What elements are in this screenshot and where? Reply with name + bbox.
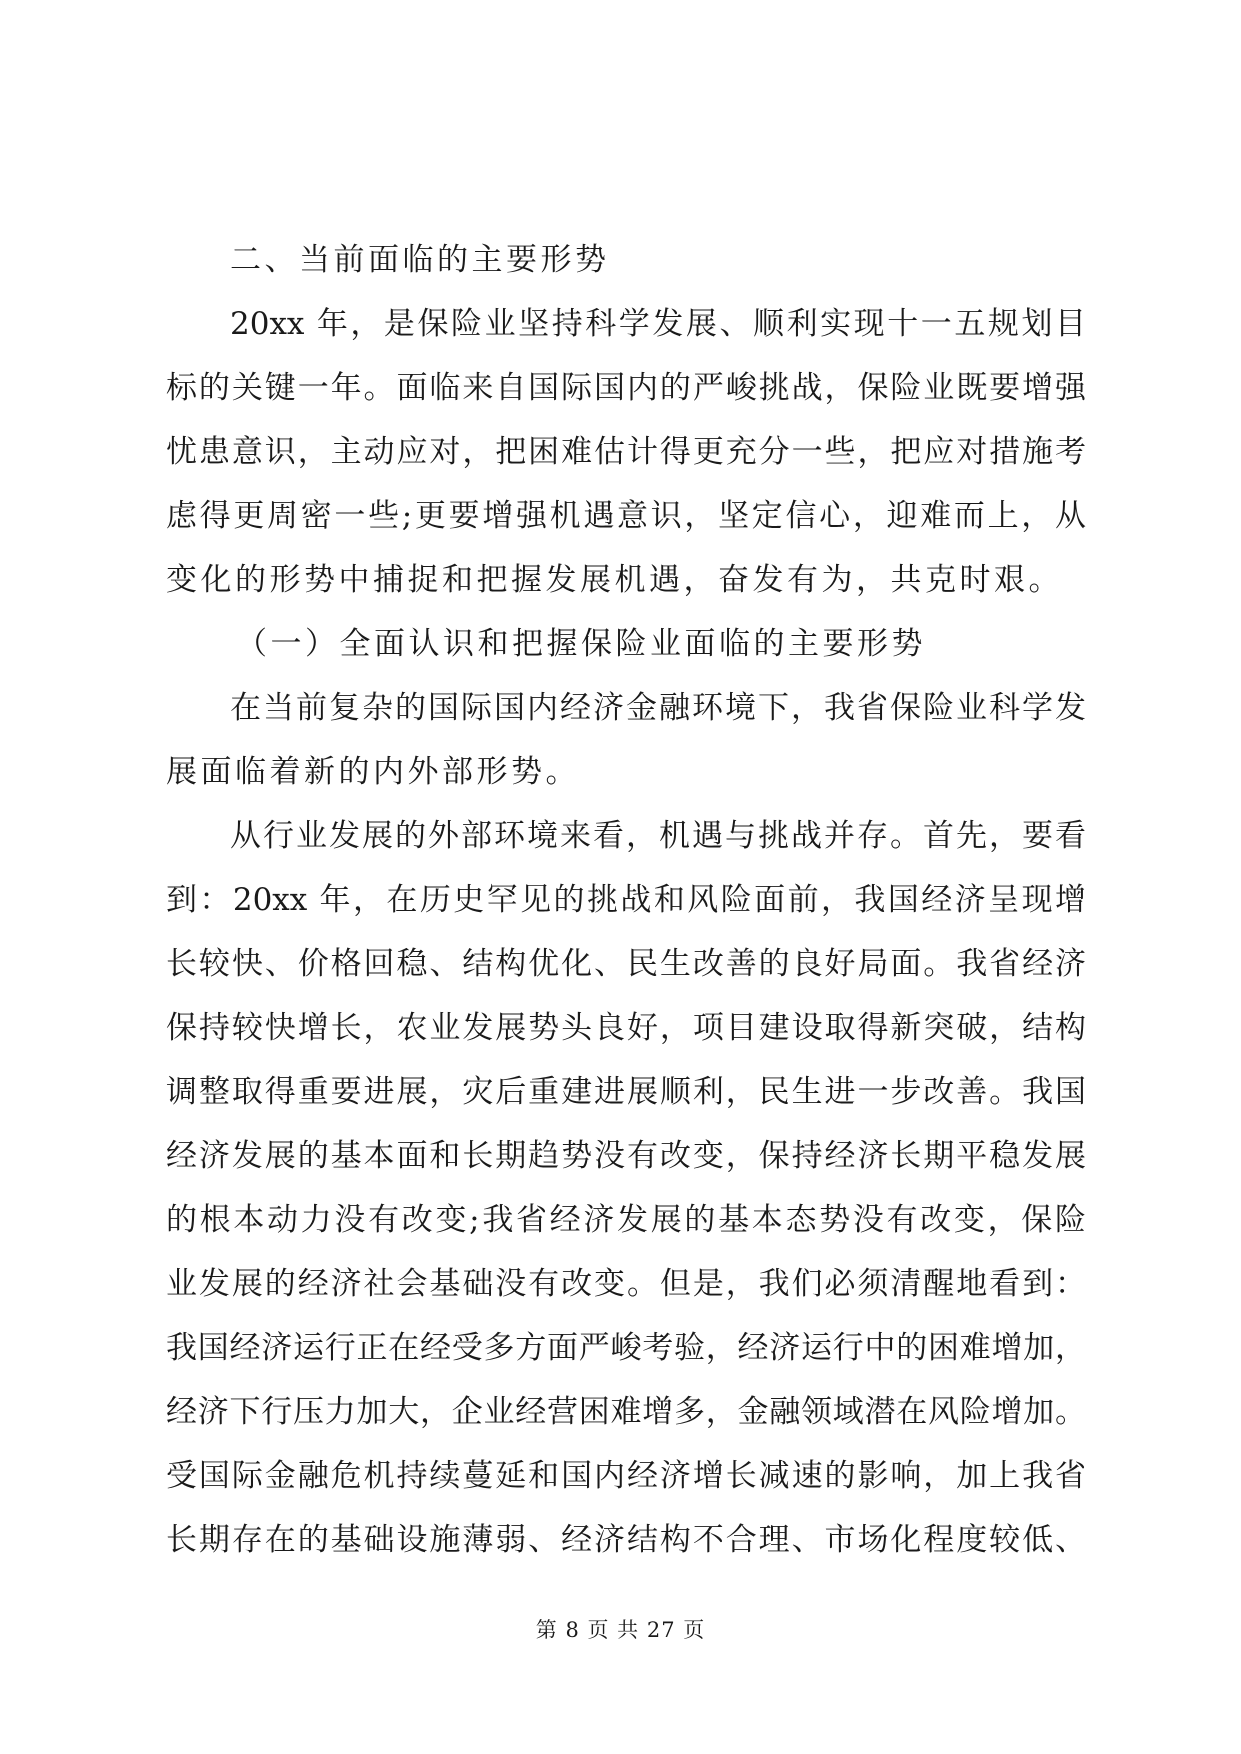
paragraph-line: 忧患意识，主动应对，把困难估计得更充分一些，把应对措施考 xyxy=(166,434,1086,470)
paragraph-line: 的根本动力没有改变;我省经济发展的基本态势没有改变，保险 xyxy=(166,1202,1086,1238)
subsection-heading: （一）全面认识和把握保险业面临的主要形势 xyxy=(236,626,926,662)
paragraph-line: 业发展的经济社会基础没有改变。但是，我们必须清醒地看到： xyxy=(166,1266,1086,1302)
paragraph-line: 经济下行压力加大，企业经营困难增多，金融领域潜在风险增加。 xyxy=(166,1394,1086,1430)
paragraph-line: 长较快、价格回稳、结构优化、民生改善的良好局面。我省经济 xyxy=(166,946,1086,982)
document-body xyxy=(166,228,1086,1572)
paragraph-line: 受国际金融危机持续蔓延和国内经济增长减速的影响，加上我省 xyxy=(166,1458,1086,1494)
paragraph-line: 长期存在的基础设施薄弱、经济结构不合理、市场化程度较低、 xyxy=(166,1522,1086,1558)
paragraph-line: 变化的形势中捕捉和把握发展机遇，奋发有为，共克时艰。 xyxy=(166,562,1063,598)
paragraph-line: 20xx 年，是保险业坚持科学发展、顺利实现十一五规划目 xyxy=(230,306,1086,342)
paragraph-line: 保持较快增长，农业发展势头良好，项目建设取得新突破，结构 xyxy=(166,1010,1086,1046)
paragraph-line: 我国经济运行正在经受多方面严峻考验，经济运行中的困难增加， xyxy=(166,1330,1086,1366)
paragraph-line: 在当前复杂的国际国内经济金融环境下，我省保险业科学发 xyxy=(230,690,1086,726)
paragraph-line: 展面临着新的内外部形势。 xyxy=(166,754,580,790)
paragraph-line: 标的关键一年。面临来自国际国内的严峻挑战，保险业既要增强 xyxy=(166,370,1086,406)
paragraph-line: 经济发展的基本面和长期趋势没有改变，保持经济长期平稳发展 xyxy=(166,1138,1086,1174)
paragraph-line: 到：20xx 年，在历史罕见的挑战和风险面前，我国经济呈现增 xyxy=(166,882,1086,918)
section-heading: 二、当前面临的主要形势 xyxy=(230,242,610,278)
paragraph-line: 虑得更周密一些;更要增强机遇意识，坚定信心，迎难而上，从 xyxy=(166,498,1086,534)
paragraph-line: 从行业发展的外部环境来看，机遇与挑战并存。首先，要看 xyxy=(230,818,1086,854)
page-number-footer: 第 8 页 共 27 页 xyxy=(535,1618,706,1642)
paragraph-line: 调整取得重要进展，灾后重建进展顺利，民生进一步改善。我国 xyxy=(166,1074,1086,1110)
